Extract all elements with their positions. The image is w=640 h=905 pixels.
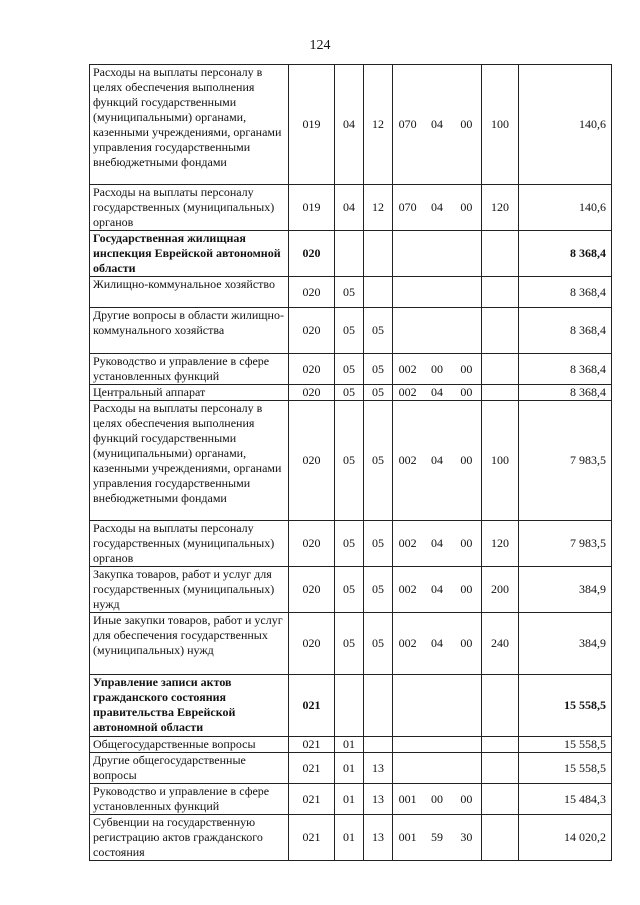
- expense-type-cell: [482, 308, 519, 354]
- section-code-cell: 05: [335, 401, 364, 521]
- ministry-code-cell: 019: [289, 65, 335, 185]
- expense-type-cell: [482, 675, 519, 737]
- target-article-part: 00: [460, 453, 473, 467]
- ministry-code-cell: 020: [289, 385, 335, 401]
- ministry-code-cell: 021: [289, 784, 335, 815]
- subsection-code-cell: 05: [364, 385, 393, 401]
- target-article-part: 00: [460, 636, 473, 650]
- expense-type-cell: 120: [482, 185, 519, 231]
- ministry-code-cell: 020: [289, 277, 335, 308]
- section-code-cell: 05: [335, 277, 364, 308]
- target-article-part: 04: [430, 636, 443, 650]
- target-article-part: 00: [460, 536, 473, 550]
- target-article-part: 001: [398, 791, 417, 806]
- ministry-code-cell: 020: [289, 308, 335, 354]
- section-code-cell: 05: [335, 308, 364, 354]
- subsection-code-cell: 05: [364, 613, 393, 675]
- target-article-cell: [393, 567, 482, 613]
- amount-cell: 140,6: [519, 65, 612, 185]
- ministry-code-cell: 021: [289, 737, 335, 753]
- target-article-part: 002: [398, 361, 417, 376]
- ministry-code-cell: 019: [289, 185, 335, 231]
- table-row: [90, 231, 612, 277]
- target-article-part: 00: [460, 385, 473, 399]
- target-article-part: 002: [398, 636, 417, 650]
- subsection-code-cell: 13: [364, 784, 393, 815]
- expense-name-cell: Другие общегосударственные вопросы: [90, 753, 289, 784]
- target-article-cell: [393, 231, 482, 277]
- subsection-code-cell: 12: [364, 185, 393, 231]
- subsection-code-cell: 05: [364, 567, 393, 613]
- expense-name-cell: Руководство и управление в сфере установленных функций: [90, 354, 289, 385]
- target-article-cell: [393, 401, 482, 521]
- amount-cell: 8 368,4: [519, 308, 612, 354]
- expense-type-cell: [482, 385, 519, 401]
- subsection-code-cell: 13: [364, 753, 393, 784]
- subsection-code-cell: 05: [364, 308, 393, 354]
- table-row: [90, 401, 612, 521]
- expense-name-cell: Другие вопросы в области жилищно-коммунального хозяйства: [90, 308, 289, 354]
- ministry-code-cell: 020: [289, 613, 335, 675]
- target-article-cell: [393, 277, 482, 308]
- expense-name-cell: Управление записи актов гражданского состояния правительства Еврейской автономной области: [90, 675, 289, 737]
- table-row: [90, 308, 612, 354]
- target-article-part: 002: [398, 385, 417, 399]
- expense-name-cell: Центральный аппарат: [90, 385, 289, 401]
- section-code-cell: [335, 231, 364, 277]
- target-article-part: 002: [398, 536, 417, 550]
- subsection-code-cell: [364, 231, 393, 277]
- table-row: [90, 385, 612, 401]
- amount-cell: 8 368,4: [519, 385, 612, 401]
- budget-table: [89, 64, 612, 861]
- amount-cell: 15 558,5: [519, 753, 612, 784]
- table-row: [90, 815, 612, 861]
- target-article-cell: [393, 784, 482, 815]
- expense-type-cell: [482, 277, 519, 308]
- target-article-part: 00: [430, 361, 443, 376]
- expense-name-cell: Расходы на выплаты персоналу в целях обеспечения выполнения функций государственными (муниципальными) органами, казенными учреждениями, органами управления государственными внебюджетными фондами: [90, 65, 289, 185]
- amount-cell: 384,9: [519, 567, 612, 613]
- target-article-cell: [393, 675, 482, 737]
- ministry-code-cell: 020: [289, 354, 335, 385]
- subsection-code-cell: 05: [364, 354, 393, 385]
- expense-name-cell: Расходы на выплаты персоналу государственных (муниципальных) органов: [90, 185, 289, 231]
- ministry-code-cell: 021: [289, 675, 335, 737]
- section-code-cell: 05: [335, 567, 364, 613]
- page-number: 124: [309, 38, 331, 53]
- amount-cell: 140,6: [519, 185, 612, 231]
- target-article-cell: [393, 385, 482, 401]
- expense-type-cell: [482, 815, 519, 861]
- expense-name-cell: Закупка товаров, работ и услуг для государственных (муниципальных) нужд: [90, 567, 289, 613]
- subsection-code-cell: [364, 737, 393, 753]
- table-row: [90, 65, 612, 185]
- target-article-part: 002: [398, 582, 417, 596]
- expense-type-cell: 100: [482, 401, 519, 521]
- expense-type-cell: [482, 354, 519, 385]
- target-article-part: 00: [460, 582, 473, 596]
- table-row: [90, 675, 612, 737]
- section-code-cell: 05: [335, 613, 364, 675]
- subsection-code-cell: 05: [364, 401, 393, 521]
- subsection-code-cell: [364, 277, 393, 308]
- target-article-part: 002: [398, 453, 417, 467]
- amount-cell: 8 368,4: [519, 354, 612, 385]
- expense-name-cell: Общегосударственные вопросы: [90, 737, 289, 753]
- expense-type-cell: 200: [482, 567, 519, 613]
- ministry-code-cell: 020: [289, 231, 335, 277]
- target-article-cell: [393, 308, 482, 354]
- expense-name-cell: Государственная жилищная инспекция Еврейской автономной области: [90, 231, 289, 277]
- ministry-code-cell: 021: [289, 815, 335, 861]
- target-article-cell: [393, 354, 482, 385]
- target-article-part: 04: [430, 117, 443, 131]
- table-row: [90, 753, 612, 784]
- section-code-cell: 01: [335, 737, 364, 753]
- section-code-cell: 05: [335, 521, 364, 567]
- target-article-cell: [393, 753, 482, 784]
- expense-type-cell: [482, 737, 519, 753]
- target-article-part: 070: [398, 117, 417, 131]
- section-code-cell: 05: [335, 354, 364, 385]
- expense-name-cell: Жилищно-коммунальное хозяйство: [90, 277, 289, 308]
- section-code-cell: [335, 675, 364, 737]
- table-row: [90, 277, 612, 308]
- expense-name-cell: Руководство и управление в сфере установленных функций: [90, 784, 289, 815]
- section-code-cell: 01: [335, 784, 364, 815]
- subsection-code-cell: 13: [364, 815, 393, 861]
- target-article-part: 00: [460, 200, 473, 214]
- amount-cell: 15 484,3: [519, 784, 612, 815]
- target-article-part: 00: [460, 791, 473, 806]
- amount-cell: 384,9: [519, 613, 612, 675]
- section-code-cell: 01: [335, 815, 364, 861]
- target-article-part: 04: [430, 582, 443, 596]
- amount-cell: 7 983,5: [519, 521, 612, 567]
- target-article-part: 00: [430, 791, 443, 806]
- expense-name-cell: Субвенции на государственную регистрацию актов гражданского состояния: [90, 815, 289, 861]
- expense-type-cell: [482, 231, 519, 277]
- amount-cell: 7 983,5: [519, 401, 612, 521]
- target-article-cell: [393, 65, 482, 185]
- ministry-code-cell: 020: [289, 521, 335, 567]
- subsection-code-cell: 12: [364, 65, 393, 185]
- expense-name-cell: Расходы на выплаты персоналу в целях обеспечения выполнения функций государственными (муниципальными) органами, казенными учреждениями, органами управления государственными внебюджетными фондами: [90, 401, 289, 521]
- amount-cell: 14 020,2: [519, 815, 612, 861]
- ministry-code-cell: 021: [289, 753, 335, 784]
- section-code-cell: 05: [335, 385, 364, 401]
- target-article-part: 59: [430, 830, 443, 844]
- amount-cell: 15 558,5: [519, 737, 612, 753]
- subsection-code-cell: 05: [364, 521, 393, 567]
- amount-cell: 8 368,4: [519, 277, 612, 308]
- expense-type-cell: 120: [482, 521, 519, 567]
- target-article-part: 04: [430, 200, 443, 214]
- target-article-cell: [393, 737, 482, 753]
- table-row: [90, 521, 612, 567]
- section-code-cell: 04: [335, 185, 364, 231]
- expense-name-cell: Расходы на выплаты персоналу государственных (муниципальных) органов: [90, 521, 289, 567]
- table-row: [90, 737, 612, 753]
- section-code-cell: 01: [335, 753, 364, 784]
- target-article-part: 070: [398, 200, 417, 214]
- target-article-cell: [393, 613, 482, 675]
- target-article-cell: [393, 815, 482, 861]
- table-row: [90, 354, 612, 385]
- table-row: [90, 567, 612, 613]
- target-article-cell: [393, 521, 482, 567]
- target-article-part: 04: [430, 536, 443, 550]
- expense-name-cell: Иные закупки товаров, работ и услуг для обеспечения государственных (муниципальных) нужд: [90, 613, 289, 675]
- expense-type-cell: 240: [482, 613, 519, 675]
- expense-type-cell: 100: [482, 65, 519, 185]
- table-row: [90, 185, 612, 231]
- table-row: [90, 613, 612, 675]
- subsection-code-cell: [364, 675, 393, 737]
- amount-cell: 8 368,4: [519, 231, 612, 277]
- expense-type-cell: [482, 784, 519, 815]
- section-code-cell: 04: [335, 65, 364, 185]
- target-article-cell: [393, 185, 482, 231]
- target-article-part: 04: [430, 453, 443, 467]
- ministry-code-cell: 020: [289, 567, 335, 613]
- target-article-part: 00: [460, 361, 473, 376]
- target-article-part: 00: [460, 117, 473, 131]
- expense-type-cell: [482, 753, 519, 784]
- target-article-part: 30: [460, 830, 473, 844]
- target-article-part: 04: [430, 385, 443, 399]
- amount-cell: 15 558,5: [519, 675, 612, 737]
- target-article-part: 001: [398, 830, 417, 844]
- table-row: [90, 784, 612, 815]
- ministry-code-cell: 020: [289, 401, 335, 521]
